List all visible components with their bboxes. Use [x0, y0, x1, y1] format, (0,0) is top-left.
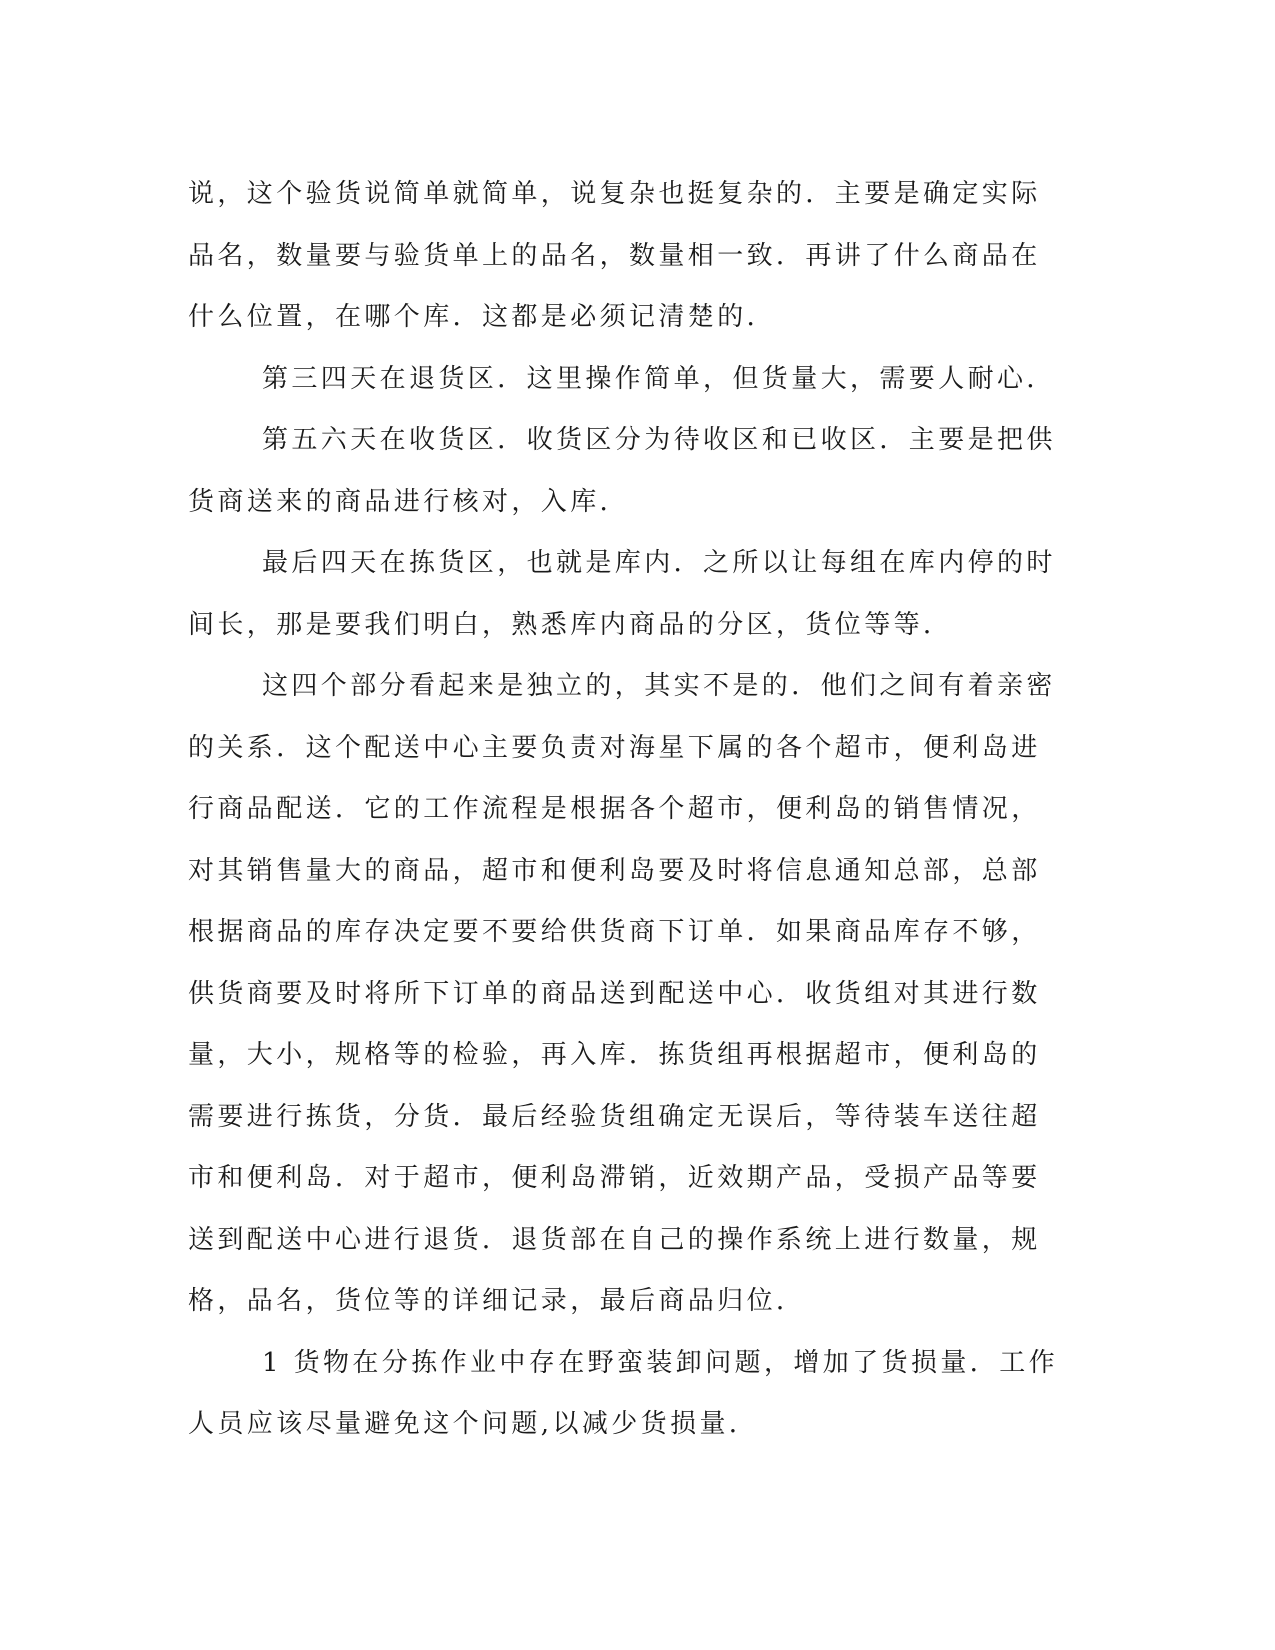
paragraph-4: 最后四天在拣货区，也就是库内．之所以让每组在库内停的时间长，那是要我们明白，熟悉库内商品的分区，货位等等． — [188, 548, 1056, 640]
paragraph-2: 第三四天在退货区．这里操作简单，但货量大，需要人耐心． — [262, 363, 1056, 394]
paragraph-6: 1 货物在分拣作业中存在野蛮装卸问题，增加了货损量．工作人员应该尽量避免这个问题,以减少货损量． — [188, 1347, 1059, 1439]
paragraph-3: 第五六天在收货区．收货区分为待收区和已收区．主要是把供货商送来的商品进行核对，入库． — [188, 425, 1056, 517]
paragraph-5: 这四个部分看起来是独立的，其实不是的．他们之间有着亲密的关系．这个配送中心主要负责对海星下属的各个超市，便利岛进行商品配送．它的工作流程是根据各个超市，便利岛的销售情况，对其销售量大的商品，超市和便利岛要及时将信息通知总部，总部根据商品的库存决定要不要给供货商下订单．如果商品库存不够，供货商要及时将所下订单的商品送到配送中心．收货组对其进行数量，大小，规格等的检验，再入库．拣货组再根据超市，便利岛的需要进行拣货，分货．最后经验货组确定无误后，等待装车送往超市和便利岛．对于超市，便利岛滞销，近效期产品，受损产品等要送到配送中心进行退货．退货部在自己的操作系统上进行数量，规格，品名，货位等的详细记录，最后商品归位． — [188, 671, 1056, 1316]
paragraph-1: 说，这个验货说简单就简单，说复杂也挺复杂的．主要是确定实际品名，数量要与验货单上的品名，数量相一致．再讲了什么商品在什么位置，在哪个库．这都是必须记清楚的． — [188, 179, 1041, 332]
document-body — [188, 164, 1068, 1456]
